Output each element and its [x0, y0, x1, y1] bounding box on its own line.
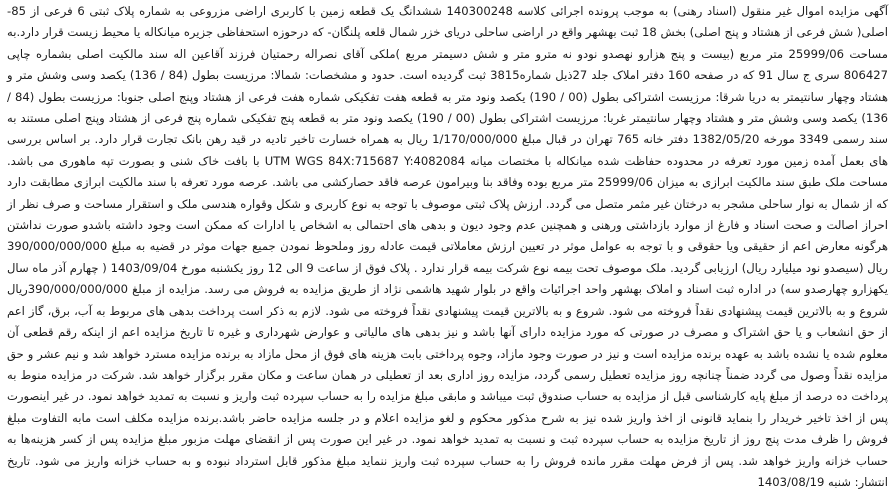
- notice-title: آگهی مزایده اموال غیر منقول (اسناد رهنی): [672, 4, 889, 18]
- auction-notice: [7, 0, 888, 493]
- notice-body: به موجب پرونده اجرائی کلاسه 140300248 ششدانگ یک قطعه زمین با کاربری اراضی مزروعی به شماره پلاک ثبتی 6 فرعی از 85- اصلی( شش فرعی از هشتاد و پنج اصلی) بخش 18 ثبت بهشهر واقع در اراضی ساحلی دریای خزر شمال قلعه پلنگان- که درحوزه استحفاظی جزیره میانکاله یا محیط زیست قرار دارد.به مساحت 25999/06 متر مربع (بیست و پنج هزارو نهصدو نودو نه مترو متر و شش دسیمتر مربع )ملکی آقای نصراله رحمتیان فرزند آقاعین اله سند مالکیت اصلی بشماره چاپی 806427 سری ج سال 91 که در صفحه 160 دفتر املاک جلد 27ذیل شماره3815 ثبت گردیده است. حدود و مشخصات: شمالا: مرزیست بطول (84 / 136) یکصد وسی وشش متر و هشتاد وچهار سانتیمتر به دریا شرقا: مرزیست اشتراکی بطول (00 / 190) یکصد ونود متر به قطعه هفت تفکیکی شماره هفت فرعی از هشتاد وپنج اصلی جنوبا: مرزیست بطول (84 / 136) یکصد وسی وشش متر و هشتاد وچهار سانتیمتر غربا: مرزیست اشتراکی بطول (00 / 190) یکصد ونود متر به قطعه پنج تفکیکی شماره پنج فرعی از هشتاد وپنج اصلی مستند به سند رسمی 3349 مورخه 1382/05/20 دفتر خانه 765 تهران در قبال مبلغ 1/170/000/000 ریال به همراه خسارت تاخیر تادیه در قید رهن بانک تجارت قرار دارد. بر اساس بررسی های بعمل آمده زمین مورد تعرفه در محدوده حفاظت شده میانکاله با مختصات میانه UTM WGS 84X:715687 Y:4082084 با بافت خاک شنی و بصورت تپه ماهوری می باشد. مساحت ملک طبق سند مالکیت ابرازی به میزان 25999/06 متر مربع بوده وفاقد بنا وبیرامون عرصه فاقد حصارکشی می باشد. عرصه مورد تعرفه با سند مالکیت ابرازی مطابقت دارد که از شمال به نوار ساحلی مشجر به درختان غیر مثمر متصل می گردد. ارزش پلاک ثبتی موصوف با توجه به نوع کاربری و شکل وقواره هندسی ملک و استقرار مساحت و صرف نظر از احراز اصالت و صحت اسناد و فارغ از موارد بازداشتی ورهنی و همچنین عدم وجود دیون و بدهی های احتمالی به اشخاص یا ادارات که ممکن است وجود داشته باشدو صورت نداشتن هرگونه معارض اعم از حقیقی ویا حقوقی و با توجه به عوامل موثر در تعیین ارزش معاملاتی قیمت عادله روز وملحوظ نمودن جمیع جهات موثر در قضیه به مبلغ 390/000/000/000 ریال (سیصدو نود میلیارد ریال) ارزیابی گردید. ملک موصوف تحت بیمه نوع شرکت بیمه قرار ندارد . پلاک فوق از ساعت 9 الی 12 روز یکشنبه مورخ 1403/09/04 ( چهارم آذر ماه سال یکهزارو چهارصدو سه) در اداره ثبت اسناد و املاک بهشهر واحد اجرائیات واقع در بلوار شهید هاشمی نژاد از طریق مزایده به فروش می رسد. مزایده از مبلغ 390/000/000/000ریال شروع و به بالاترین قیمت پیشنهادی نقداً فروخته می شود. شروع و به بالاترین قیمت پیشنهادی نقداً فروخته می شود. لازم به ذکر است پرداخت بدهی های مربوط به آب، برق، گاز اعم از حق انشعاب و یا حق اشتراک و مصرف در صورتی که مورد مزایده دارای آنها باشد و نیز بدهی های مالیاتی و عوارض شهرداری و غیره تا تاریخ مزایده اعم از اینکه رقم قطعی آن معلوم شده یا نشده باشد به عهده برنده مزایده است و نیز در صورت وجود مازاد، وجوه پرداختی بابت هزینه های فوق از محل مازاد به برنده مزایده مسترد خواهد شد و نیم عشر و حق مزایده نقداً وصول می گردد ضمناً چنانچه روز مزایده تعطیل رسمی گردد، مزایده روز اداری بعد از تعطیلی در همان ساعت و مکان مقرر برگزار خواهد شد. شرکت در مزایده منوط به پرداخت ده درصد از مبلغ پایه کارشناسی قبل از مزایده به حساب صندوق ثبت میباشد و مابقی مبلغ مزایده را به حساب سپرده ثبت واریز و نسبت به تمدید خواهد نمود. در غیر اینصورت پس از اخذ تاخیر خریدار را بنماید قانونی از اخذ واریز شده نیز به شرح مذکور محکوم و لغو مزایده اعلام و در جلسه مزایده حاضر باشد.برنده مزایده مکلف است مابه التفاوت مبلغ فروش را ظرف مدت پنج روز از تاریخ مزایده به حساب سپرده ثبت و نسبت به تمدید خواهد نمود. در غیر این صورت پس از انقضای مهلت مزبور مبلغ مزایده پس از کسر هزینه‌ها به حساب خزانه واریز خواهد شد. پس از فرض مهلت مقرر مانده فروش را به حساب سپرده ثبت واریز ننماید مبلغ مذکور قابل استرداد نبوده و به حساب خزانه واریز می شود. تاریخ انتشار: شنبه 1403/08/19: [7, 4, 889, 489]
- notice-paragraph: [7, 1, 888, 493]
